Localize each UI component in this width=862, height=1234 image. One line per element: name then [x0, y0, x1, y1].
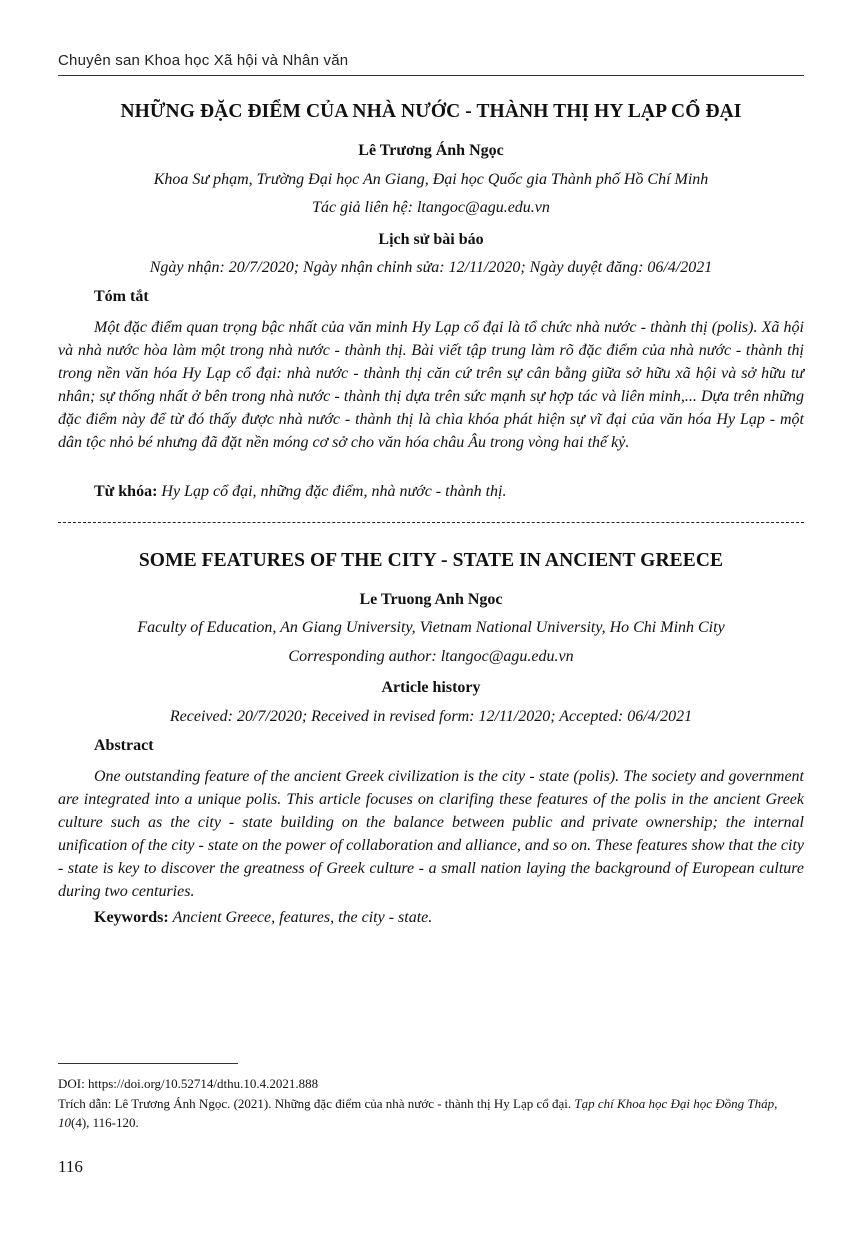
vi-history-heading: Lịch sử bài báo [378, 231, 484, 248]
en-keywords-text: Ancient Greece, features, the city - state. [172, 909, 433, 926]
en-affiliation: Faculty of Education, An Giang University, Vietnam National University, Ho Chi Minh City [137, 619, 725, 636]
en-author: Le Truong Anh Ngoc [359, 591, 503, 608]
citation-prefix: Trích dẫn: Lê Trương Ánh Ngọc. (2021). Những đặc điểm của nhà nước - thành thị Hy Lạp cổ đại. [58, 1096, 575, 1111]
header-rule [58, 75, 804, 76]
en-contact: Corresponding author: ltangoc@agu.edu.vn [288, 648, 574, 665]
page-number: 116 [58, 1157, 83, 1176]
vi-history: Ngày nhận: 20/7/2020; Ngày nhận chỉnh sửa: 12/11/2020; Ngày duyệt đăng: 06/4/2021 [149, 259, 713, 276]
vi-keywords-text: Hy Lạp cổ đại, những đặc điểm, nhà nước - thành thị. [161, 483, 507, 500]
vi-title: NHỮNG ĐẶC ĐIỂM CỦA NHÀ NƯỚC - THÀNH THỊ HY LẠP CỔ ĐẠI [120, 101, 742, 122]
en-keywords-label: Keywords: [94, 909, 169, 926]
footnote-citation [58, 1094, 804, 1132]
en-abstract: One outstanding feature of the ancient Greek civilization is the city - state (polis). The society and government are integrated into a unique polis. This article focuses on clarifing these features of the polis in the ancient Greek culture such as the city - state building on the balance between public and private ownership; the internal unification of the city - state on the power of collaboration and alliance, and so on. These features show that the city - state is key to discover the greatness of Greek culture - a small nation laying the background of European culture during two centuries. [58, 768, 804, 900]
en-keywords [58, 909, 840, 927]
vi-author: Lê Trương Ánh Ngọc [358, 142, 504, 159]
vi-affiliation: Khoa Sư phạm, Trường Đại học An Giang, Đại học Quốc gia Thành phố Hồ Chí Minh [153, 171, 709, 188]
en-history-heading: Article history [381, 679, 481, 696]
vi-abstract-heading: Tóm tắt [94, 288, 149, 305]
en-history: Received: 20/7/2020; Received in revised form: 12/11/2020; Accepted: 06/4/2021 [169, 708, 693, 725]
en-abstract-heading: Abstract [94, 737, 154, 754]
vi-abstract: Một đặc điểm quan trọng bậc nhất của văn minh Hy Lạp cổ đại là tổ chức nhà nước - thành thị (polis). Xã hội và nhà nước hòa làm một trong nhà nước - thành thị. Bài viết tập trung làm rõ đặc điểm của nhà nước - thành thị trong nền văn hóa Hy Lạp cổ đại: nhà nước - thành thị căn cứ trên sự cân bằng giữa sở hữu xã hội và sở hữu tư nhân; sự thống nhất ở bên trong nhà nước - thành thị dựa trên sức mạnh sự hợp tác và liên minh,... Dựa trên những đặc điểm này để từ đó thấy được nhà nước - thành thị là chìa khóa phát hiện sự vĩ đại của văn hóa Hy Lạp - một dân tộc nhỏ bé nhưng đã đặt nền móng cơ sở cho văn hóa châu Âu trong vòng hai thế kỷ. [58, 319, 804, 451]
vi-keywords-label: Từ khóa: [94, 483, 158, 500]
section-divider [58, 522, 804, 523]
footnote-doi: DOI: https://doi.org/10.52714/dthu.10.4.2021.888 [58, 1076, 319, 1091]
en-title: SOME FEATURES OF THE CITY - STATE IN ANCIENT GREECE [138, 550, 724, 571]
vi-contact: Tác giả liên hệ: ltangoc@agu.edu.vn [312, 199, 550, 216]
citation-suffix: (4), 116-120. [71, 1115, 139, 1130]
citation-journal: Tạp chí Khoa học Đại học Đồng Tháp, 10 [58, 1096, 778, 1130]
journal-header: Chuyên san Khoa học Xã hội và Nhân văn [58, 52, 349, 69]
vi-keywords [58, 483, 840, 501]
footnote-rule [58, 1063, 238, 1064]
